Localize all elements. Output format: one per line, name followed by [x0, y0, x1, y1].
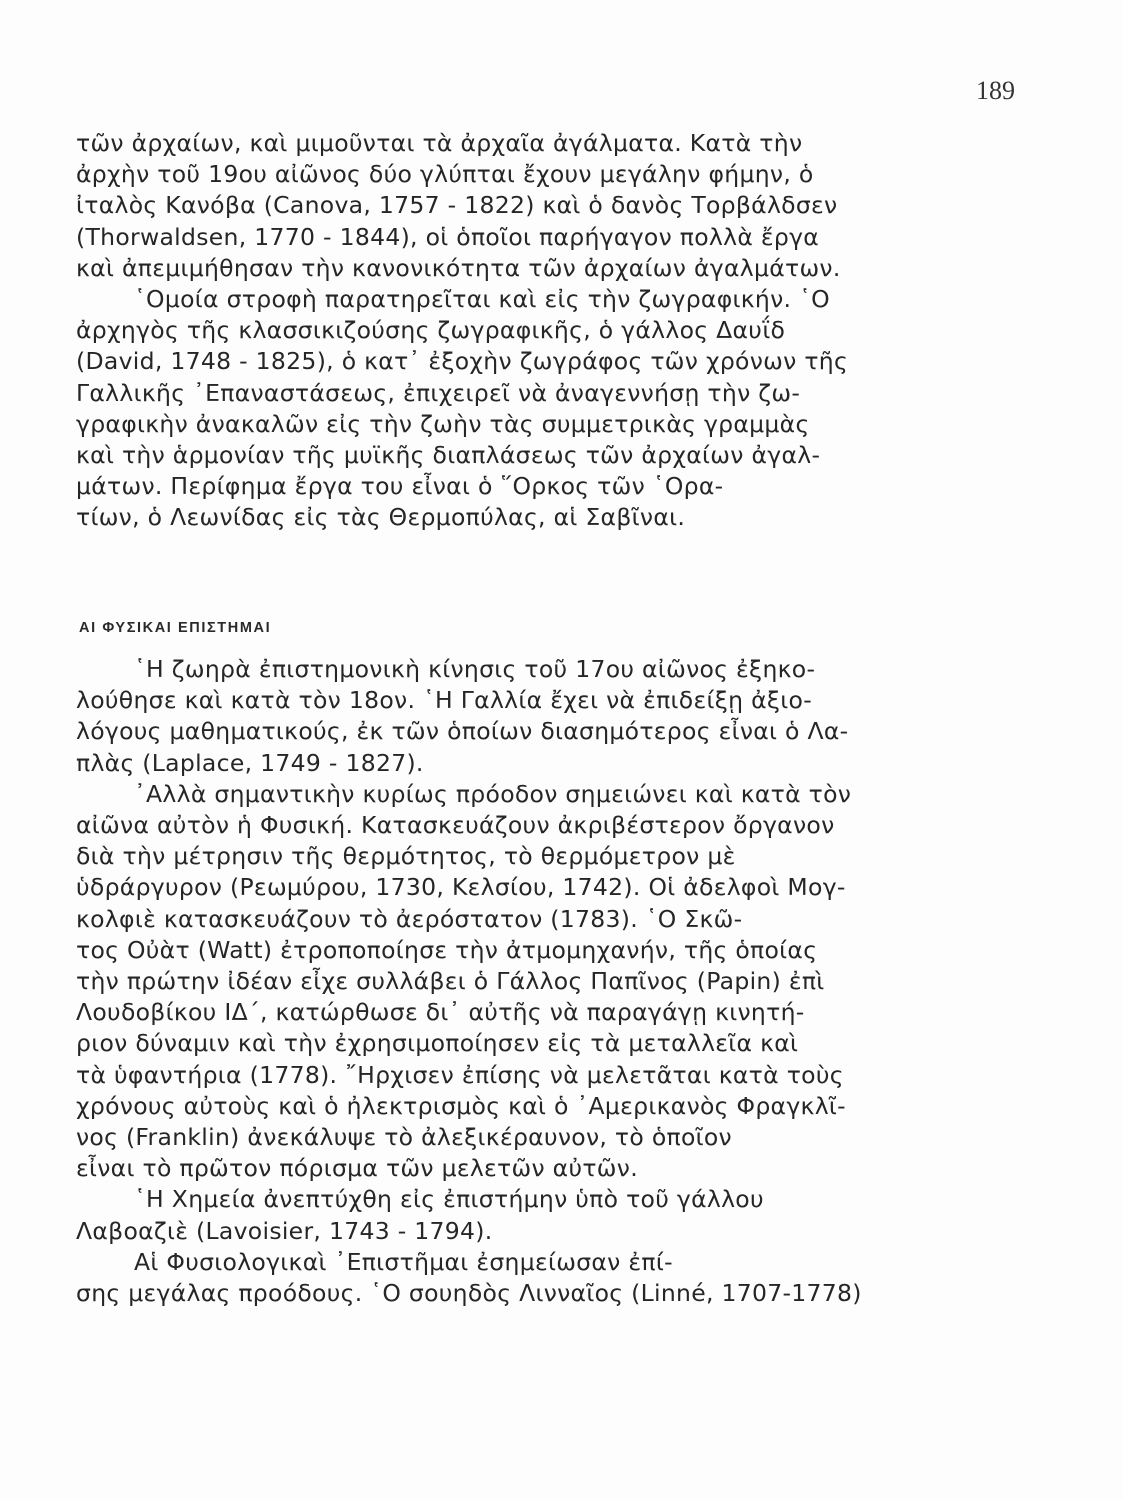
science-line: ῾Η ζωηρὰ ἐπιστημονικὴ κίνησις τοῦ 17ου αἰῶνος ἐξηκο-	[134, 655, 816, 683]
page-number: 189	[976, 76, 1015, 105]
physics-line: Λουδοβίκου ΙΔ΄, κατώρθωσε δι᾽ αὐτῆς νὰ παραγάγῃ κινητή-	[76, 998, 805, 1027]
physics-line: διὰ τὴν μέτρησιν τῆς θερμότητος, τὸ θερμόμετρον μὲ	[76, 842, 736, 871]
science-line: πλὰς (Laplace, 1749 - 1827).	[76, 748, 424, 777]
intro-line: καὶ ἀπεμιμήθησαν τὴν κανονικότητα τῶν ἀρχαίων ἀγαλμάτων.	[76, 253, 841, 282]
science-line: λόγους μαθηματικούς, ἐκ τῶν ὁποίων διασημότερος εἶναι ὁ Λα-	[76, 717, 849, 746]
intro-line: ἰταλὸς Κανόβα (Canova, 1757 - 1822) καὶ ὁ δανὸς Τορβάλδσεν	[76, 191, 838, 220]
painting-line: Γαλλικῆς ᾽Επαναστάσεως, ἐπιχειρεῖ νὰ ἀναγεννήσῃ τὴν ζω-	[76, 378, 801, 407]
painting-line: τίων, ὁ Λεωνίδας εἰς τὰς Θερμοπύλας, αἱ Σαβῖναι.	[76, 503, 686, 532]
physics-line: τὰ ὑφαντήρια (1778). ῎Ηρχισεν ἐπίσης νὰ μελετᾶται κατὰ τοὺς	[76, 1060, 844, 1089]
chemistry-line: ῾Η Χημεία ἀνεπτύχθη εἰς ἐπιστήμην ὑπὸ τοῦ γάλλου	[134, 1185, 764, 1214]
physics-line: τος Οὐὰτ (Watt) ἐτροποποίησε τὴν ἀτμομηχανήν, τῆς ὁποίας	[76, 935, 818, 964]
upper-text-block	[76, 128, 1016, 534]
intro-paragraph	[76, 128, 1016, 284]
painting-line: μάτων. Περίφημα ἔργα του εἶναι ὁ ῞Ορκος τῶν ῾Ορα-	[76, 472, 724, 501]
chemistry-paragraph	[76, 1184, 1016, 1246]
physics-line: εἶναι τὸ πρῶτον πόρισμα τῶν μελετῶν αὐτῶν.	[76, 1154, 638, 1183]
physics-line: νος (Franklin) ἀνεκάλυψε τὸ ἀλεξικέραυνον, τὸ ὁποῖον	[76, 1123, 732, 1152]
science-line: λούθησε καὶ κατὰ τὸν 18ον. ῾Η Γαλλία ἔχει νὰ ἐπιδείξῃ ἀξιο-	[76, 686, 812, 715]
chemistry-line: Λαβοαζιὲ (Lavoisier, 1743 - 1794).	[76, 1216, 493, 1245]
section-heading: ΑΙ ΦΥΣΙΚΑΙ ΕΠΙΣΤΗΜΑΙ	[79, 620, 272, 636]
painting-line: καὶ τὴν ἁρμονίαν τῆς μυϊκῆς διαπλάσεως τῶν ἀρχαίων ἀγαλ-	[76, 441, 821, 470]
painting-line: ῾Ομοία στροφὴ παρατηρεῖται καὶ εἰς τὴν ζωγραφικήν. ῾Ο	[134, 285, 830, 314]
physics-paragraph	[76, 779, 1016, 1185]
painting-line: (David, 1748 - 1825), ὁ κατ᾽ ἐξοχὴν ζωγράφος τῶν χρόνων τῆς	[76, 347, 849, 376]
physics-line: ὑδράργυρον (Ρεωμύρου, 1730, Κελσίου, 1742). Οἱ ἀδελφοὶ Μογ-	[76, 873, 846, 902]
painting-line: ἀρχηγὸς τῆς κλασσικιζούσης ζωγραφικῆς, ὁ γάλλος Δαυΐδ	[76, 316, 786, 345]
intro-line: ἀρχὴν τοῦ 19ου αἰῶνος δύο γλύπται ἔχουν μεγάλην φήμην, ὁ	[76, 160, 814, 189]
intro-line: τῶν ἀρχαίων, καὶ μιμοῦνται τὰ ἀρχαῖα ἀγάλματα. Κατὰ τὴν	[76, 129, 803, 157]
painting-paragraph	[76, 284, 1016, 534]
painting-line: γραφικὴν ἀνακαλῶν εἰς τὴν ζωὴν τὰς συμμετρικὰς γραμμὰς	[76, 409, 810, 438]
lower-text-block	[76, 654, 1016, 1309]
physiology-line: σης μεγάλας προόδους. ῾Ο σουηδὸς Λινναῖος (Linné, 1707-1778)	[76, 1279, 862, 1308]
physics-line: ᾽Αλλὰ σημαντικὴν κυρίως πρόοδον σημειώνει καὶ κατὰ τὸν	[134, 779, 852, 808]
physiology-line: Αἱ Φυσιολογικαὶ ᾽Επιστῆμαι ἐσημείωσαν ἐπί-	[134, 1247, 673, 1276]
physics-line: χρόνους αὐτοὺς καὶ ὁ ἠλεκτρισμὸς καὶ ὁ ᾽Αμερικανὸς Φραγκλῖ-	[76, 1091, 846, 1120]
physics-line: ριον δύναμιν καὶ τὴν ἐχρησιμοποίησεν εἰς τὰ μεταλλεῖα καὶ	[76, 1029, 799, 1058]
physics-line: αἰῶνα αὐτὸν ἡ Φυσική. Κατασκευάζουν ἀκριβέστερον ὄργανον	[76, 811, 835, 840]
physics-line: κολφιὲ κατασκευάζουν τὸ ἀερόστατον (1783). ῾Ο Σκῶ-	[76, 904, 743, 933]
physics-line: τὴν πρώτην ἰδέαν εἶχε συλλάβει ὁ Γάλλος Παπῖνος (Papin) ἐπὶ	[76, 967, 825, 996]
intro-line: (Thorwaldsen, 1770 - 1844), οἱ ὁποῖοι παρήγαγον πολλὰ ἔργα	[76, 222, 820, 251]
physiology-paragraph	[76, 1247, 1016, 1309]
science-paragraph	[76, 654, 1016, 779]
